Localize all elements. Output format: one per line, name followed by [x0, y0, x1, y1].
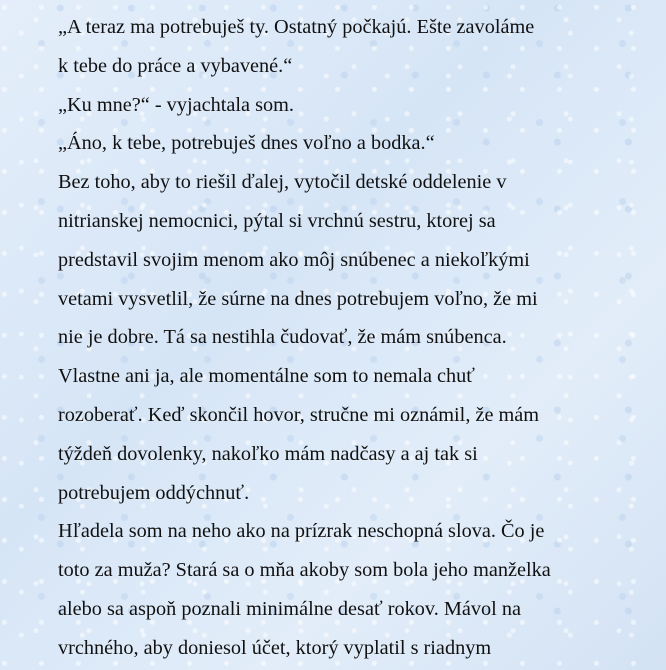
text-line: „Áno, k tebe, potrebuješ dnes voľno a bodka.“	[58, 132, 435, 155]
text-line: potrebujem oddýchnuť.	[58, 481, 250, 504]
text-line: „A teraz ma potrebuješ ty. Ostatný počkajú. Ešte zavoláme	[58, 16, 535, 38]
text-line: rozoberať. Keď skončil hovor, stručne mi oznámil, že mám	[58, 403, 540, 426]
text-line: nie je dobre. Tá sa nestihla čudovať, že mám snúbenca.	[58, 326, 507, 349]
text-line: vrchného, aby doniesol účet, ktorý vyplatil s riadnym	[58, 636, 492, 659]
document-page	[58, 8, 658, 668]
text-line: Vlastne ani ja, ale momentálne som to nemala chuť	[58, 365, 475, 388]
text-line: k tebe do práce a vybavené.“	[58, 54, 293, 77]
text-line: predstavil svojim menom ako môj snúbenec a niekoľkými	[58, 248, 530, 271]
text-line: alebo sa aspoň poznali minimálne desať rokov. Mávol na	[58, 597, 521, 620]
text-line: Bez toho, aby to riešil ďalej, vytočil detské oddelenie v	[58, 171, 507, 194]
text-line: vetami vysvetlil, že súrne na dnes potrebujem voľno, že mi	[58, 287, 538, 310]
text-line: nitrianskej nemocnici, pýtal si vrchnú sestru, ktorej sa	[58, 209, 496, 232]
text-line: toto za muža? Stará sa o mňa akoby som bola jeho manželka	[58, 559, 551, 582]
text-line: Hľadela som na neho ako na prízrak neschopná slova. Čo je	[58, 520, 545, 543]
text-line: „Ku mne?“ - vyjachtala som.	[58, 93, 294, 116]
text-line: týždeň dovolenky, nakoľko mám nadčasy a aj tak si	[58, 442, 478, 465]
